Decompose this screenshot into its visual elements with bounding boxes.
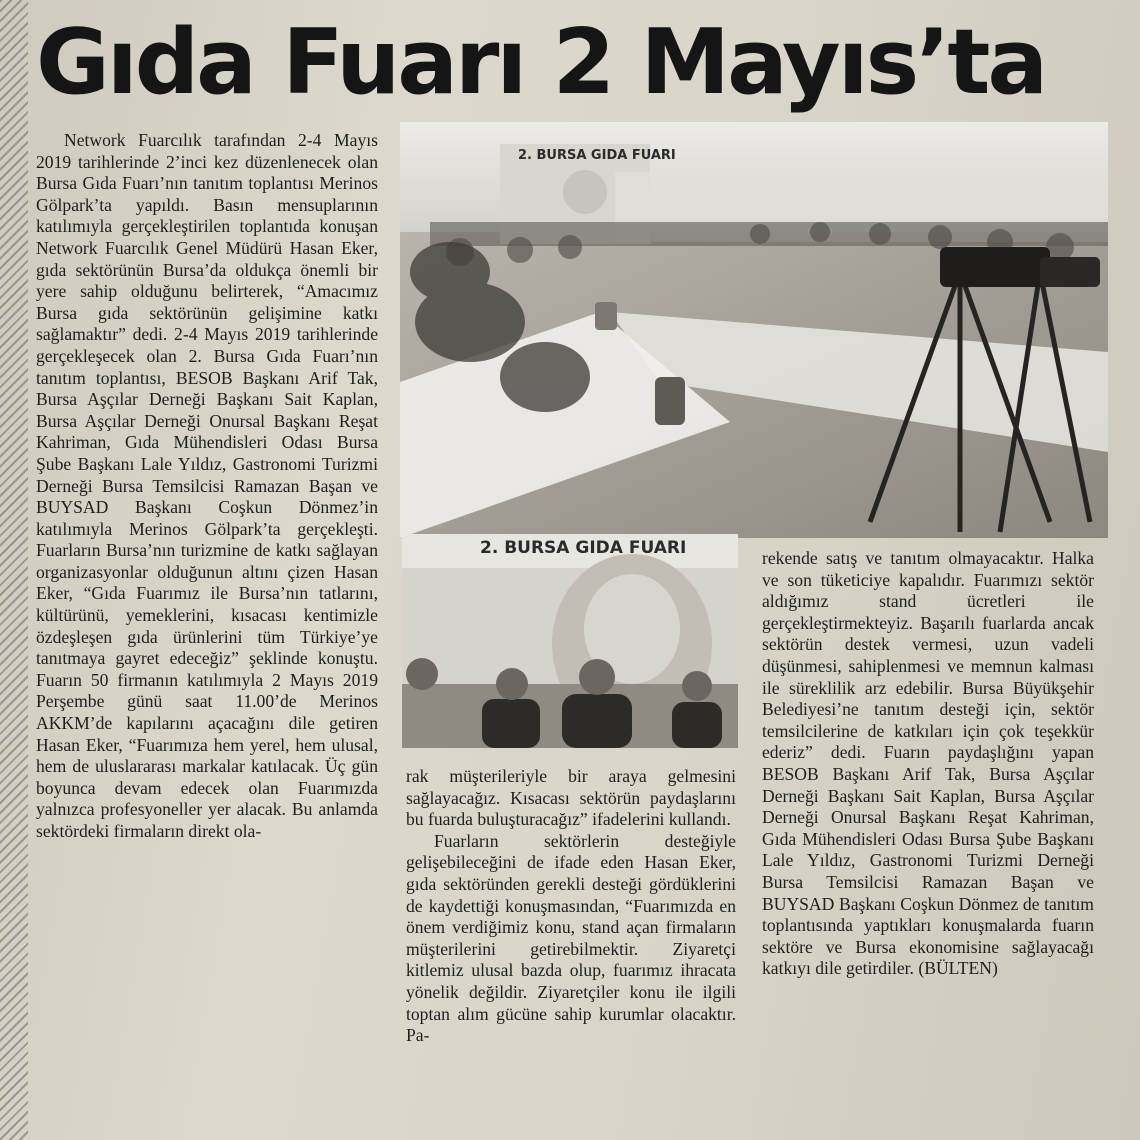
col2-paragraph-2: Fuarların sektörlerin desteğiyle gelişebileceğini de ifade eden Hasan Eker, gıda sektöründen gerekli desteği gördüklerini de kaydettiği konuşmasından, “Fuarımızda en önem verdiğimiz konu, stand açan firmaların müşterilerini getirebilmektir. Ziyaretçi kitlemiz ulusal bazda olup, fuarımız ihracata yönelik değildir. Ziyaretçiler konu ile ilgili toptan alım gücüne sahip kurumlar olacaktır. Pa-	[406, 830, 736, 1046]
article-column-1	[36, 130, 378, 1135]
conference-photo-drawing	[400, 122, 1108, 538]
speakers-photo	[402, 534, 738, 748]
conference-room-photo	[400, 122, 1108, 538]
photo-banner-text: 2. BURSA GIDA FUARI	[518, 148, 676, 163]
margin-hatching	[0, 0, 28, 1140]
article-column-2	[406, 766, 736, 1136]
col3-paragraph: rekende satış ve tanıtım olmayacaktır. Halka ve son tüketiciye kapalıdır. Fuarımızı sektör aldığımız stand ücretleri ile gerçekleştirmekteyiz. Başarılı fuarlarda ancak sektörün destek vermesi, uzun vadeli düşünmesi, sahiplenmesi ve memnun kalması ile süreklilik arz edebilir. Bursa Büyükşehir Belediyesi’ne tanıtım desteği için, sektör temsilcilerine de katkıları için çok teşekkür ederiz” dedi. Fuarın paydaşlığını yapan BESOB Başkanı Arif Tak, Bursa Aşçılar Derneği Başkanı Sait Kaplan, Bursa Aşçılar Derneği Onursal Başkanı Reşat Kahriman, Gıda Mühendisleri Odası Bursa Şube Başkanı Lale Yıldız, Gastronomi Turizmi Derneği Bursa Temsilcisi Ramazan Başan ve BUYSAD Başkanı Coşkun Dönmez de tanıtım toplantısında yaptıkları konuşmalarda fuarın sektöre ve Bursa ekonomisine sağlayacağı katkıyı dile getirdiler. (BÜLTEN)	[762, 548, 1094, 979]
speakers-photo-drawing	[402, 534, 738, 748]
photo2-banner-text: 2. BURSA GIDA FUARI	[480, 538, 687, 558]
article-column-3	[762, 548, 1094, 1136]
col2-paragraph-1: rak müşterileriyle bir araya gelmesini sağlayacağız. Kısacası sektörün paydaşlarını bu fuarda buluşturacağız” ifadelerini kullandı.	[406, 766, 736, 830]
headline: Gıda Fuarı 2 Mayıs’ta	[36, 10, 1046, 115]
col1-paragraph: Network Fuarcılık tarafından 2-4 Mayıs 2019 tarihlerinde 2’inci kez düzenlenecek olan Bursa Gıda Fuarı’nın tanıtım toplantısı Merinos Gölpark’ta yapıldı. Basın mensuplarının katılımıyla gerçekleştirilen toplantıda konuşan Network Fuarcılık Genel Müdürü Hasan Eker, gıda sektörünün Bursa’da oldukça önemli bir yere sahip olduğunu belirterek, “Amacımız Bursa gıda sektörünün gelişimine katkı sağlamaktır” dedi. 2-4 Mayıs 2019 tarihlerinde gerçekleşecek olan 2. Bursa Gıda Fuarı’nın tanıtım toplantısı, BESOB Başkanı Arif Tak, Bursa Aşçılar Derneği Başkanı Sait Kaplan, Bursa Aşçılar Derneği Onursal Başkanı Reşat Kahriman, Gıda Mühendisleri Odası Bursa Şube Başkanı Lale Yıldız, Gastronomi Turizmi Derneği Bursa Temsilcisi Ramazan Başan ve BUYSAD Başkanı Coşkun Dönmez’in katılımıyla Merinos Gölpark’ta gerçekleşti. Fuarların Bursa’nın turizmine de katkı sağlayan organizasyonlar olduğunun altını çizen Hasan Eker, “Gıda Fuarımız ile Bursa’nın tatlarını, kültürünü, yemeklerini, kısacası kentimizle özdeşleşen gıda ürünlerini tüm Türkiye’ye tanıtmaya gayret edeceğiz” şeklinde konuştu. Fuarın 50 firmanın katılımıyla 2 Mayıs 2019 Perşembe günü saat 11.00’de Merinos AKKM’de kapılarını açacağını dile getiren Hasan Eker, “Fuarımıza hem yerel, hem ulusal, hem de uluslararası markalar katılacak. Üç gün boyunca devam edecek olan Fuarımızda yalnızca profesyoneller yer alacak. Bu anlamda sektördeki firmaların direkt ola-	[36, 130, 378, 841]
